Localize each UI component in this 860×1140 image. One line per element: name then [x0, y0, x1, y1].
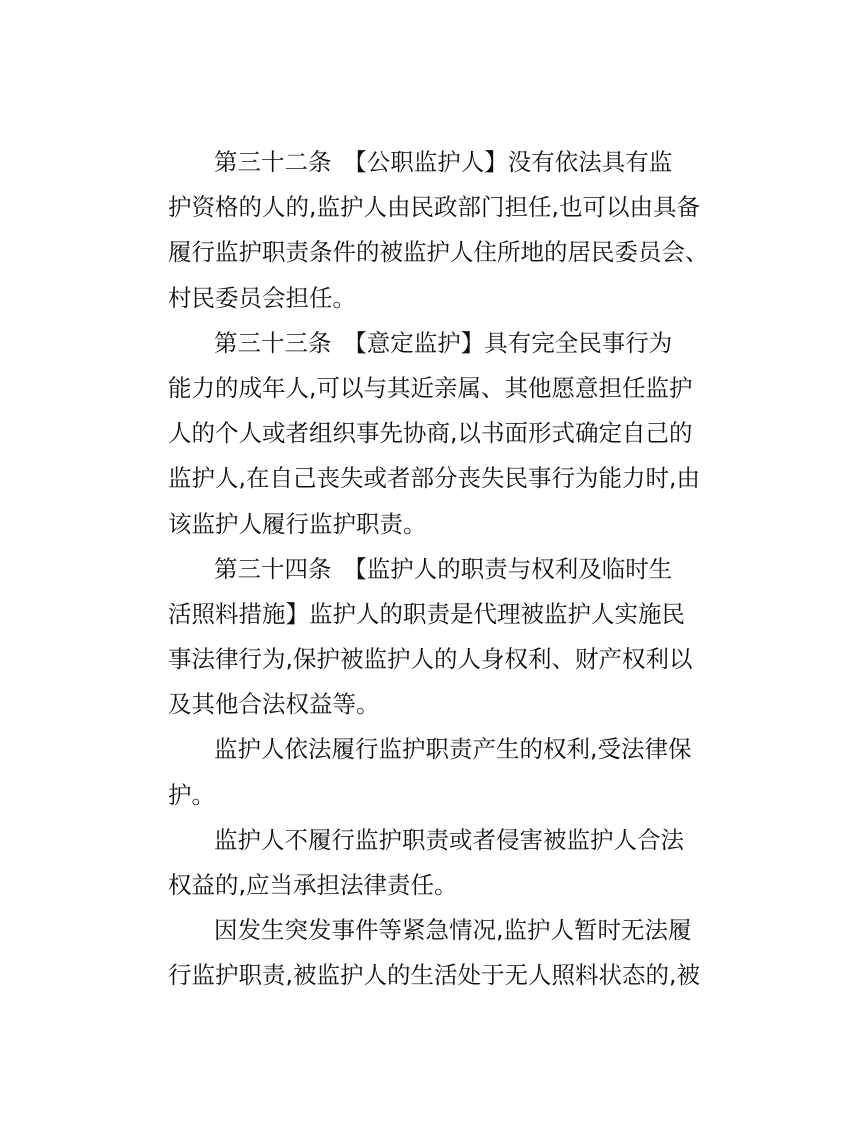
text-line: 能力的成年人,可以与其近亲属、其他愿意担任监护 [168, 373, 693, 402]
text-line: 该监护人履行监护职责。 [168, 509, 427, 538]
text-line: 及其他合法权益等。 [168, 690, 380, 719]
text-line: 监护人依法履行监护职责产生的权利,受法律保 [214, 735, 692, 764]
document-body [168, 143, 713, 1002]
text-line: 履行监护职责条件的被监护人住所地的居民委员会、 [168, 238, 709, 267]
text-line: 第三十三条 【意定监护】具有完全民事行为 [214, 328, 673, 357]
text-line: 人的个人或者组织事先协商,以书面形式确定自己的 [168, 419, 693, 448]
text-line: 监护人,在自己丧失或者部分丧失民事行为能力时,由 [168, 464, 700, 493]
text-line: 第三十二条 【公职监护人】没有依法具有监 [214, 148, 673, 176]
text-line: 监护人不履行监护职责或者侵害被监护人合法 [214, 825, 684, 854]
text-line: 事法律行为,保护被监护人的人身权利、财产权利以 [168, 645, 693, 674]
text-line: 权益的,应当承担法律责任。 [168, 871, 458, 899]
text-line: 因发生突发事件等紧急情况,监护人暂时无法履 [214, 916, 692, 945]
text-line: 第三十四条 【监护人的职责与权利及临时生 [214, 554, 673, 583]
text-line: 村民委员会担任。 [168, 283, 356, 312]
text-line: 护资格的人的,监护人由民政部门担任,也可以由具备 [168, 193, 700, 222]
text-line: 护。 [168, 780, 215, 809]
text-line: 行监护职责,被监护人的生活处于无人照料状态的,被 [168, 961, 700, 990]
text-line: 活照料措施】监护人的职责是代理被监护人实施民 [168, 599, 685, 628]
